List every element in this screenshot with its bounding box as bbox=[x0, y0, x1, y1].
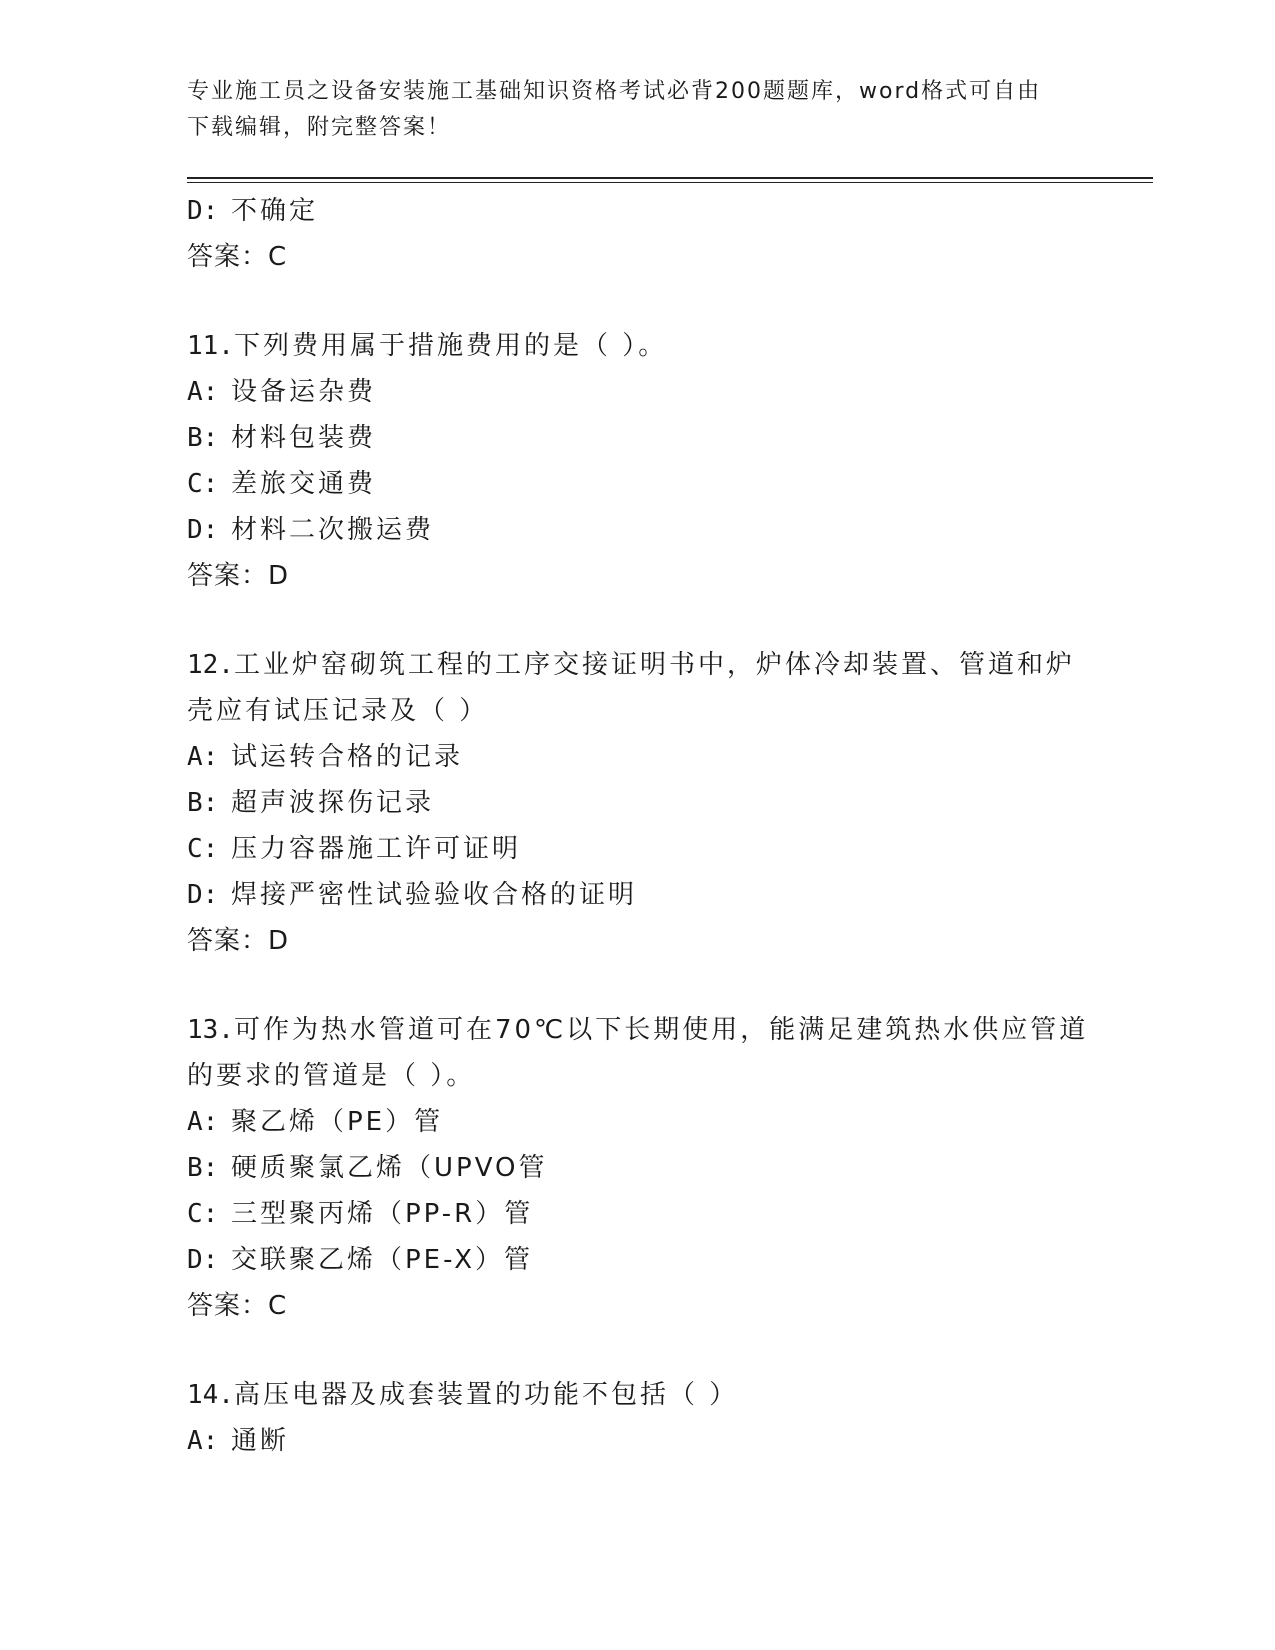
option-a bbox=[187, 369, 1087, 415]
option-letter: C: bbox=[187, 469, 219, 499]
option-text: 超声波探伤记录 bbox=[231, 788, 435, 818]
question-12 bbox=[187, 642, 1087, 964]
page-header bbox=[187, 74, 1087, 146]
question-stem bbox=[187, 1007, 1087, 1053]
document-body bbox=[187, 188, 1087, 1464]
option-letter: A: bbox=[187, 1426, 219, 1456]
question-text: 高压电器及成套装置的功能不包括（ ） bbox=[233, 1380, 739, 1410]
question-14 bbox=[187, 1372, 1087, 1464]
question-text: 工业炉窑砌筑工程的工序交接证明书中，炉体冷却装置、管道和炉 bbox=[233, 650, 1075, 680]
option-letter: D: bbox=[187, 1245, 219, 1275]
option-c bbox=[187, 826, 1087, 872]
option-text: 材料包装费 bbox=[231, 423, 377, 453]
question-13 bbox=[187, 1007, 1087, 1329]
answer: 答案：C bbox=[187, 242, 288, 272]
option-text: 通断 bbox=[231, 1426, 290, 1456]
option-text: 设备运杂费 bbox=[231, 377, 377, 407]
question-stem bbox=[187, 642, 1087, 688]
option-text: 硬质聚氯乙烯（UPVO管 bbox=[231, 1153, 548, 1183]
option-text: 试运转合格的记录 bbox=[231, 742, 464, 772]
option-text: 压力容器施工许可证明 bbox=[231, 834, 522, 864]
option-letter: B: bbox=[187, 1153, 219, 1183]
option-c bbox=[187, 1191, 1087, 1237]
header-line-1: 专业施工员之设备安装施工基础知识资格考试必背200题题库，word格式可自由 bbox=[187, 79, 1042, 104]
option-text: 差旅交通费 bbox=[231, 469, 377, 499]
option-text: 材料二次搬运费 bbox=[231, 515, 435, 545]
question-text: 可作为热水管道可在70℃以下长期使用，能满足建筑热水供应管道 bbox=[233, 1015, 1089, 1045]
header-divider-thin bbox=[187, 182, 1153, 183]
option-a bbox=[187, 1418, 1087, 1464]
option-letter: A: bbox=[187, 377, 219, 407]
option-text: 不确定 bbox=[231, 196, 319, 226]
option-letter: C: bbox=[187, 834, 219, 864]
answer: 答案：C bbox=[187, 1291, 288, 1321]
option-text: 焊接严密性试验验收合格的证明 bbox=[231, 880, 638, 910]
question-number: 12. bbox=[187, 650, 234, 680]
option-a bbox=[187, 1099, 1087, 1145]
option-d bbox=[187, 1237, 1087, 1283]
option-text: 聚乙烯（PE）管 bbox=[231, 1107, 444, 1137]
option-a bbox=[187, 734, 1087, 780]
option-letter: D: bbox=[187, 515, 219, 545]
question-text: 下列费用属于措施费用的是（ ）。 bbox=[233, 331, 668, 361]
question-number: 13. bbox=[187, 1015, 234, 1045]
option-letter: D: bbox=[187, 196, 219, 226]
option-text: 三型聚丙烯（PP-R）管 bbox=[231, 1199, 534, 1229]
question-number: 11. bbox=[187, 331, 234, 361]
option-letter: A: bbox=[187, 1107, 219, 1137]
option-b bbox=[187, 1145, 1087, 1191]
option-d bbox=[187, 872, 1087, 918]
option-letter: B: bbox=[187, 423, 219, 453]
answer: 答案：D bbox=[187, 926, 290, 956]
question-11 bbox=[187, 323, 1087, 599]
option-letter: C: bbox=[187, 1199, 219, 1229]
option-b bbox=[187, 780, 1087, 826]
option-d bbox=[187, 188, 1087, 234]
option-text: 交联聚乙烯（PE-X）管 bbox=[231, 1245, 534, 1275]
option-d bbox=[187, 507, 1087, 553]
question-stem-continued: 壳应有试压记录及（ ） bbox=[187, 696, 489, 726]
option-b bbox=[187, 415, 1087, 461]
question-stem-continued: 的要求的管道是（ ）。 bbox=[187, 1061, 476, 1091]
header-line-2: 下载编辑，附完整答案！ bbox=[187, 115, 452, 140]
option-letter: D: bbox=[187, 880, 219, 910]
question-stem bbox=[187, 1372, 1087, 1418]
option-letter: A: bbox=[187, 742, 219, 772]
option-letter: B: bbox=[187, 788, 219, 818]
header-divider bbox=[187, 177, 1153, 179]
option-c bbox=[187, 461, 1087, 507]
question-number: 14. bbox=[187, 1380, 234, 1410]
answer: 答案：D bbox=[187, 561, 290, 591]
question-stem bbox=[187, 323, 1087, 369]
